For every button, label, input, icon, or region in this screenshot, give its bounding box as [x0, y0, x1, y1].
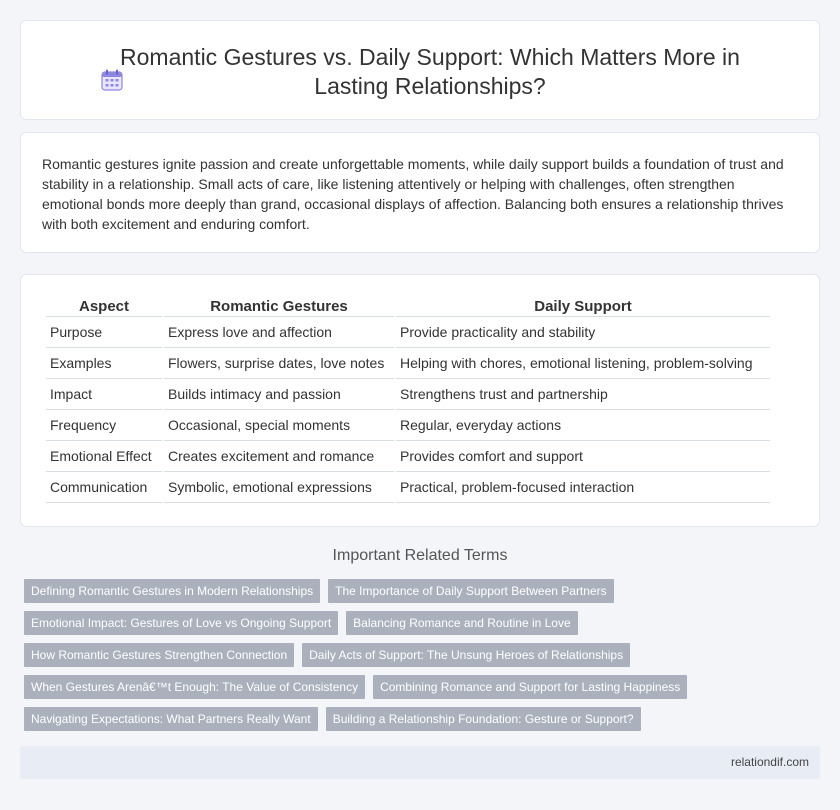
table-cell: Purpose [46, 317, 162, 348]
related-term-link[interactable]: Defining Romantic Gestures in Modern Relationships [24, 579, 320, 603]
table-cell: Strengthens trust and partnership [396, 379, 770, 410]
table-cell: Builds intimacy and passion [164, 379, 394, 410]
table-row [46, 317, 770, 348]
table-cell: Creates excitement and romance [164, 441, 394, 472]
related-term-link[interactable]: Daily Acts of Support: The Unsung Heroes of Relationships [302, 643, 630, 667]
table-cell: Flowers, surprise dates, love notes [164, 348, 394, 379]
related-term-link[interactable]: Navigating Expectations: What Partners Really Want [24, 707, 318, 731]
table-cell: Frequency [46, 410, 162, 441]
table-row [46, 410, 770, 441]
related-terms-title: Important Related Terms [332, 547, 508, 564]
page-title: Romantic Gestures vs. Daily Support: Which Matters More in Lasting Relationships? [120, 44, 740, 99]
intro-text: Romantic gestures ignite passion and create unforgettable moments, while daily support builds a foundation of trust and stability in a relationship. Small acts of care, like listening attentively or helping with challenges, often strengthen emotional bonds more deeply than grand, occasional displays of affection. Balancing both ensures a relationship thrives with both excitement and enduring comfort. [42, 156, 784, 232]
comparison-table [44, 297, 772, 503]
related-term-link[interactable]: Emotional Impact: Gestures of Love vs Ongoing Support [24, 611, 338, 635]
header-aspect: Aspect [46, 297, 162, 317]
table-cell: Provides comfort and support [396, 441, 770, 472]
related-term-link[interactable]: Balancing Romance and Routine in Love [346, 611, 577, 635]
table-row [46, 348, 770, 379]
related-term-link[interactable]: Combining Romance and Support for Lasting Happiness [373, 675, 687, 699]
table-cell: Regular, everyday actions [396, 410, 770, 441]
table-header-row [46, 297, 770, 317]
related-term-link[interactable]: How Romantic Gestures Strengthen Connection [24, 643, 294, 667]
table-cell: Impact [46, 379, 162, 410]
table-row [46, 472, 770, 503]
table-row [46, 379, 770, 410]
table-cell: Symbolic, emotional expressions [164, 472, 394, 503]
header-daily-support: Daily Support [396, 297, 770, 317]
table-cell: Occasional, special moments [164, 410, 394, 441]
table-cell: Practical, problem-focused interaction [396, 472, 770, 503]
table-cell: Examples [46, 348, 162, 379]
table-cell: Express love and affection [164, 317, 394, 348]
table-cell: Provide practicality and stability [396, 317, 770, 348]
related-term-link[interactable]: Building a Relationship Foundation: Gesture or Support? [326, 707, 641, 731]
footer-bar [20, 746, 820, 779]
table-cell: Helping with chores, emotional listening, problem-solving [396, 348, 770, 379]
related-term-link[interactable]: The Importance of Daily Support Between Partners [328, 579, 613, 603]
header-card [20, 20, 820, 120]
header-romantic-gestures: Romantic Gestures [164, 297, 394, 317]
footer-site-link[interactable]: relationdif.com [730, 755, 809, 769]
related-term-link[interactable]: When Gestures Arenâ€™t Enough: The Value of Consistency [24, 675, 365, 699]
related-terms-list [24, 579, 824, 739]
table-cell: Communication [46, 472, 162, 503]
table-cell: Emotional Effect [46, 441, 162, 472]
intro-card [20, 132, 820, 253]
comparison-card [20, 274, 820, 527]
table-row [46, 441, 770, 472]
